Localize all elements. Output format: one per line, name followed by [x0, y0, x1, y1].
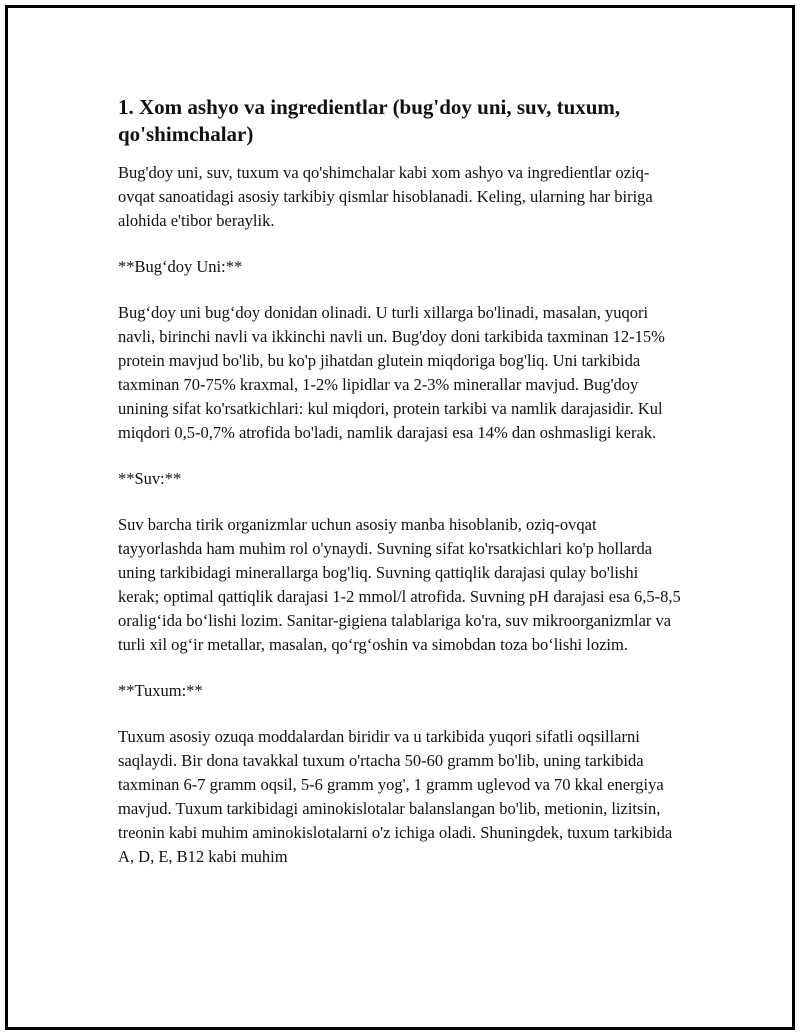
- paragraph-tuxum: Tuxum asosiy ozuqa moddalardan biridir va u tarkibida yuqori sifatli oqsillarni saqlaydi. Bir dona tavakkal tuxum o'rtacha 50-60 gramm bo'lib, uning tarkibida taxminan 6-7 gramm oqsil, 5-6 gramm yog', 1 gramm uglevod va 70 kkal energiya mavjud. Tuxum tarkibidagi aminokislotalar balanslangan bo'lib, metionin, lizitsin, treonin kabi muhim aminokislotalarni o'z ichiga oladi. Shuningdek, tuxum tarkibida A, D, E, B12 kabi muhim: [118, 727, 673, 866]
- section-heading: 1. Xom ashyo va ingredientlar (bug'doy uni, suv, tuxum, qo'shimchalar): [118, 95, 621, 146]
- intro-paragraph: Bug'doy uni, suv, tuxum va qo'shimchalar kabi xom ashyo va ingredientlar oziq-ovqat sanoatidagi asosiy tarkibiy qismlar hisoblanadi. Keling, ularning har biriga alohida e'tibor beraylik.: [118, 163, 653, 230]
- subheading-tuxum: **Tuxum:**: [118, 681, 203, 700]
- paragraph-bugdoy-uni: Bug‘doy uni bug‘doy donidan olinadi. U turli xillarga bo'linadi, masalan, yuqori navli, birinchi navli va ikkinchi navli un. Bug'doy doni tarkibida taxminan 12-15% protein mavjud bo'lib, bu ko'p jihatdan glutein miqdoriga bog'liq. Uni tarkibida taxminan 70-75% kraxmal, 1-2% lipidlar va 2-3% minerallar mavjud. Bug'doy unining sifat ko'rsatkichlari: kul miqdori, protein tarkibi va namlik darajasidir. Kul miqdori 0,5-0,7% atrofida bo'ladi, namlik darajasi esa 14% dan oshmasligi kerak.: [118, 303, 665, 442]
- paragraph-suv: Suv barcha tirik organizmlar uchun asosiy manba hisoblanib, oziq-ovqat tayyorlashda ham muhim rol o'ynaydi. Suvning sifat ko'rsatkichlari ko'p hollarda uning tarkibidagi minerallarga bog'liq. Suvning qattiqlik darajasi qulay bo'lishi kerak; optimal qattiqlik darajasi 1-2 mmol/l atrofida. Suvning pH darajasi esa 6,5-8,5 oralig‘ida bo‘lishi lozim. Sanitar-gigiena talablariga ko'ra, suv mikroorganizmlar va turli xil og‘ir metallar, masalan, qo‘rg‘oshin va simobdan toza bo‘lishi lozim.: [118, 515, 681, 654]
- subheading-suv: **Suv:**: [118, 469, 182, 488]
- document-body: [118, 94, 683, 891]
- subheading-bugdoy-uni: **Bug‘doy Uni:**: [118, 257, 243, 276]
